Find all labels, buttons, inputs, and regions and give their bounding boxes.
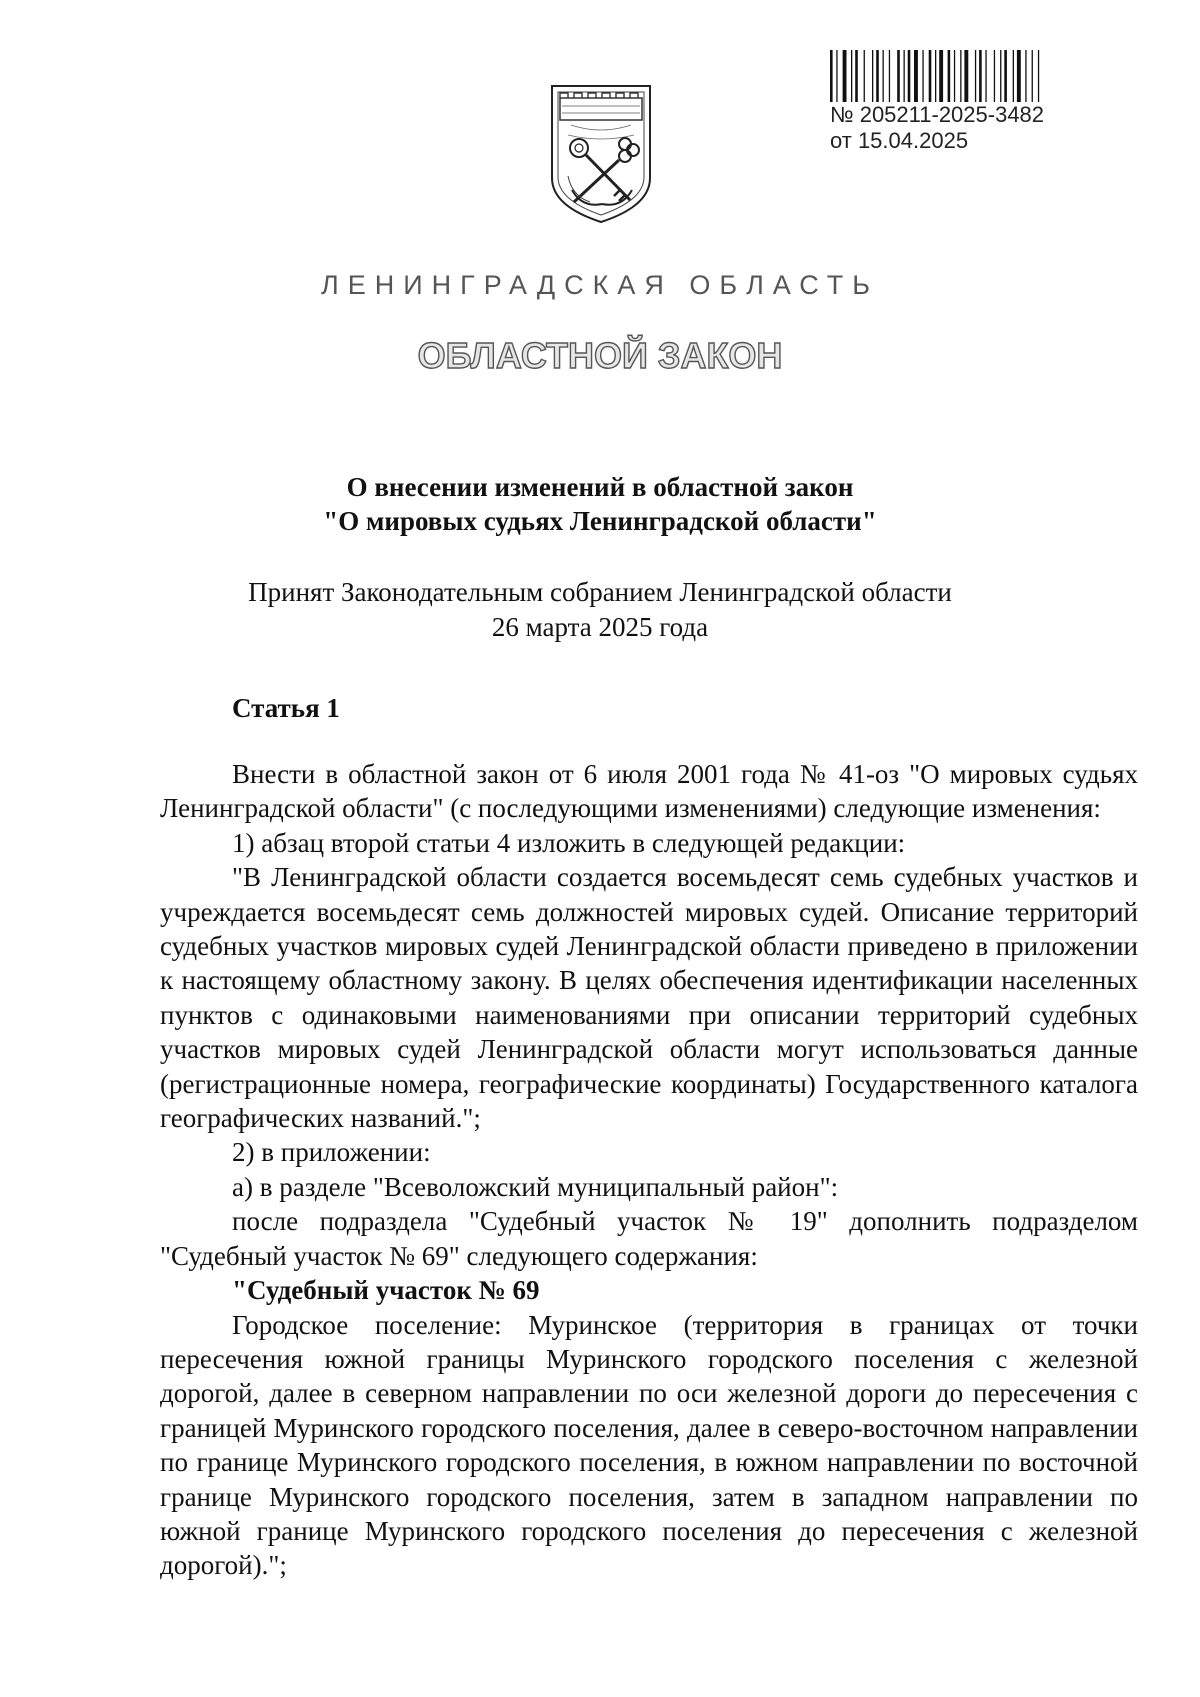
paragraph-quote: "В Ленинградской области создается восемьдесят семь судебных участков и учреждается восемьдесят семь должностей мировых судей. Описание территорий судебных участков мировых судей Ленинградской области приведено в приложении к настоящему областному закону. В целях обеспечения идентификации населенных пунктов с одинаковыми наименованиями при описании территорий судебных участков мировых судей Ленинградской области могут использоваться данные (регистрационные номера, географические координаты) Государственного каталога географических названий."; bbox=[160, 862, 1138, 1134]
coat-of-arms-icon bbox=[546, 80, 656, 226]
region-name: ЛЕНИНГРАДСКАЯ ОБЛАСТЬ bbox=[320, 270, 880, 300]
law-title-line-1: О внесении изменений в областной закон bbox=[346, 472, 854, 502]
article-body bbox=[160, 757, 1138, 1583]
paragraph-item-1: 1) абзац второй статьи 4 изложить в следующей редакции: bbox=[232, 827, 906, 858]
paragraph-intro: Внести в областной закон от 6 июля 2001 года № 41-оз "О мировых судьях Ленинградской области" (с последующими изменениями) следующие изменения: bbox=[160, 759, 1138, 824]
article-heading: Статья 1 bbox=[232, 693, 340, 723]
law-title-line-2: "О мировых судьях Ленинградской области" bbox=[323, 506, 877, 536]
adoption-body: Принят Законодательным собранием Ленинградской области bbox=[248, 577, 952, 607]
paragraph-item-2: 2) в приложении: bbox=[232, 1137, 431, 1168]
paragraph-insertion: после подраздела "Судебный участок № 19" дополнить подразделом "Судебный участок № 69" следующего содержания: bbox=[160, 1206, 1138, 1271]
paragraph-subitem-a: а) в разделе "Всеволожский муниципальный район": bbox=[232, 1171, 839, 1202]
registration-date: от 15.04.2025 bbox=[830, 128, 969, 153]
law-type: ОБЛАСТНОЙ ЗАКОН bbox=[417, 335, 783, 376]
law-title bbox=[0, 470, 1200, 538]
registration-number: № 205211-2025-3482 bbox=[830, 102, 1045, 127]
registration-block bbox=[830, 50, 1090, 154]
barcode-icon bbox=[830, 50, 1088, 102]
adoption-date: 26 марта 2025 года bbox=[491, 612, 709, 642]
paragraph-section-heading: "Судебный участок № 69 bbox=[232, 1275, 540, 1306]
paragraph-territory: Городское поселение: Муринское (территория в границах от точки пересечения южной границы Муринского городского поселения с железной дорогой, далее в северном направлении по оси железной дороги до пересечения с границей Муринского городского поселения, далее в северо-восточном направлении по границе Муринского городского поселения, в южном направлении по восточной границе Муринского городского поселения, затем в западном направлении по южной границе Муринского городского поселения до пересечения с железной дорогой)."; bbox=[160, 1309, 1138, 1581]
adoption-note bbox=[0, 575, 1200, 645]
